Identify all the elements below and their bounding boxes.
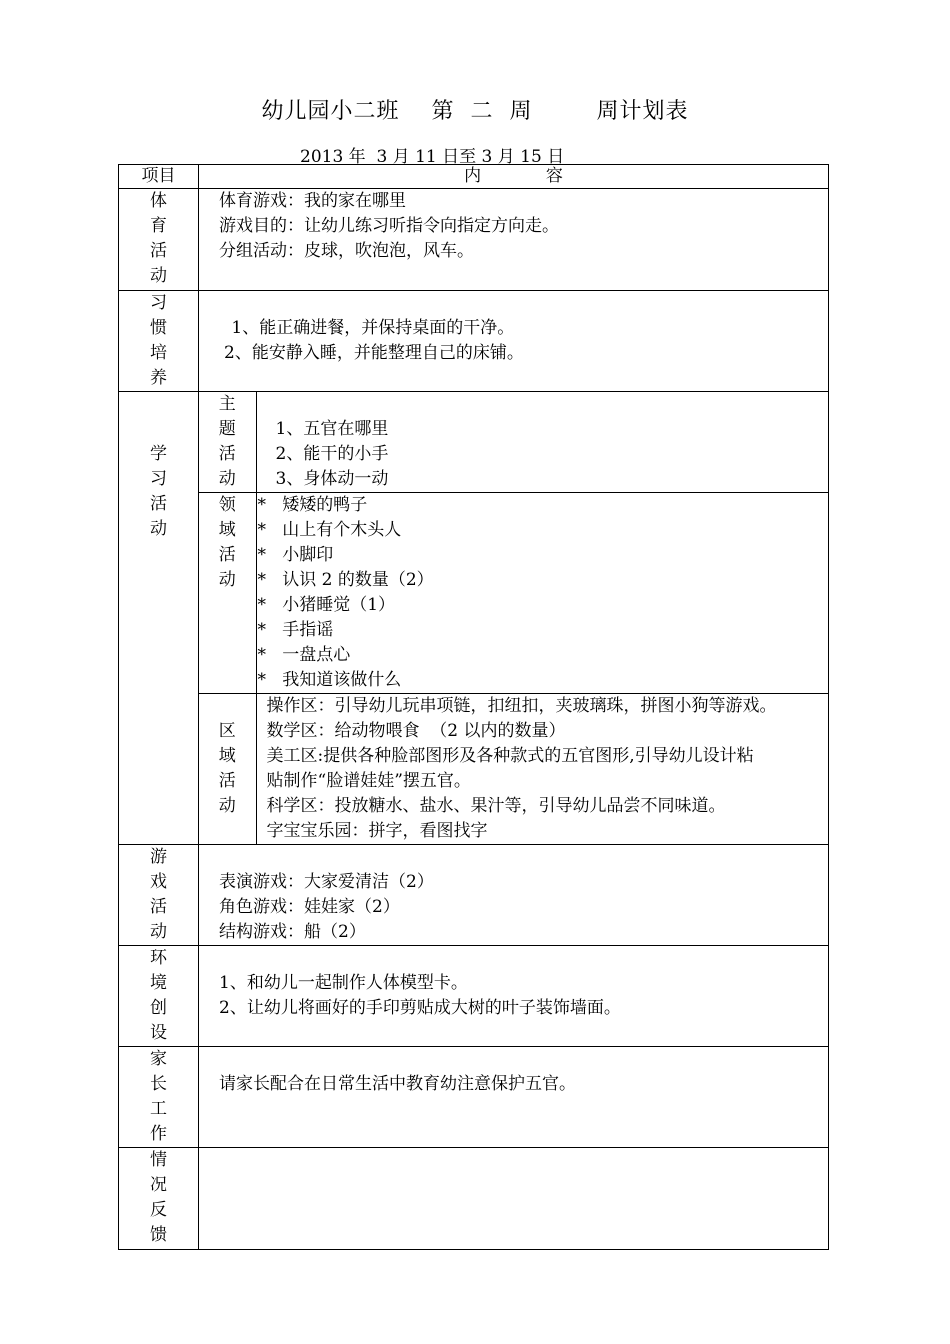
document-title: 幼儿园小二班 第 二 周 周计划表 [261, 99, 689, 124]
header-item: 项目 [119, 165, 199, 189]
list-item: * 一盘点心 [257, 645, 351, 665]
row-sports [119, 189, 829, 291]
row-games [119, 845, 829, 946]
content-sports: 体育游戏：我的家在哪里 游戏目的：让幼儿练习听指令向指定方向走。 分组活动：皮球，吹泡泡，风车。 [199, 189, 829, 291]
label-domain: 领 域 活 动 [199, 493, 256, 694]
table-header-row [119, 165, 829, 189]
list-item: * 认识 2 的数量（2） [257, 570, 434, 590]
row-learning [119, 392, 829, 845]
row-environment [119, 946, 829, 1047]
label-environment: 环 境 创 设 [119, 946, 199, 1047]
list-item: * 山上有个木头人 [257, 520, 402, 540]
label-area: 区 域 活 动 [199, 694, 256, 845]
content-games: 表演游戏：大家爱清洁（2） 角色游戏：娃娃家（2） 结构游戏：船（2） [199, 845, 829, 946]
weekly-plan-table [118, 164, 829, 1250]
list-item: * 矮矮的鸭子 [257, 495, 368, 515]
content-theme: 1、五官在哪里 2、能干的小手 3、身体动一动 [256, 392, 828, 493]
list-item: * 小猪睡觉（1） [257, 595, 396, 615]
list-item: * 我知道该做什么 [257, 670, 402, 690]
content-area: 操作区：引导幼儿玩串项链，扣纽扣，夹玻璃珠，拼图小狗等游戏。 数学区：给动物喂食 （2 以内的数量） 美工区:提供各种脸部图形及各种款式的五官图形,引导幼儿设计粘 贴制作“脸谱娃娃”摆五官。 科学区：投放糖水、盐水、果汁等，引导幼儿品尝不同味道。 字宝宝乐园：拼字，看图找字 [256, 694, 828, 845]
label-parents: 家 长 工 作 [119, 1047, 199, 1148]
label-habits: 习 惯 培 养 [119, 291, 199, 392]
label-games: 游 戏 活 动 [119, 845, 199, 946]
content-learning [199, 392, 829, 845]
date-range: 2013 年 3 月 11 日至 3 月 15 日 [300, 147, 565, 167]
label-learning: 学 习 活 动 [119, 392, 199, 845]
list-item: * 手指谣 [257, 620, 334, 640]
row-feedback [119, 1148, 829, 1250]
content-feedback [199, 1148, 829, 1250]
content-parents: 请家长配合在日常生活中教育幼注意保护五官。 [199, 1047, 829, 1148]
label-sports: 体 育 活 动 [119, 189, 199, 291]
learning-subtable [199, 392, 828, 844]
header-content: 内 容 [199, 165, 829, 189]
label-theme: 主 题 活 动 [218, 394, 236, 489]
row-habits [119, 291, 829, 392]
label-feedback: 情 况 反 馈 [119, 1148, 199, 1250]
list-item: * 小脚印 [257, 545, 334, 565]
content-environment: 1、和幼儿一起制作人体模型卡。 2、让幼儿将画好的手印剪贴成大树的叶子装饰墙面。 [199, 946, 829, 1047]
content-habits: 1、能正确进餐，并保持桌面的干净。 2、能安静入睡，并能整理自己的床铺。 [199, 291, 829, 392]
row-area [199, 694, 828, 845]
row-parents [119, 1047, 829, 1148]
row-theme [199, 392, 828, 493]
content-domain [256, 493, 828, 694]
row-domain [199, 493, 828, 694]
